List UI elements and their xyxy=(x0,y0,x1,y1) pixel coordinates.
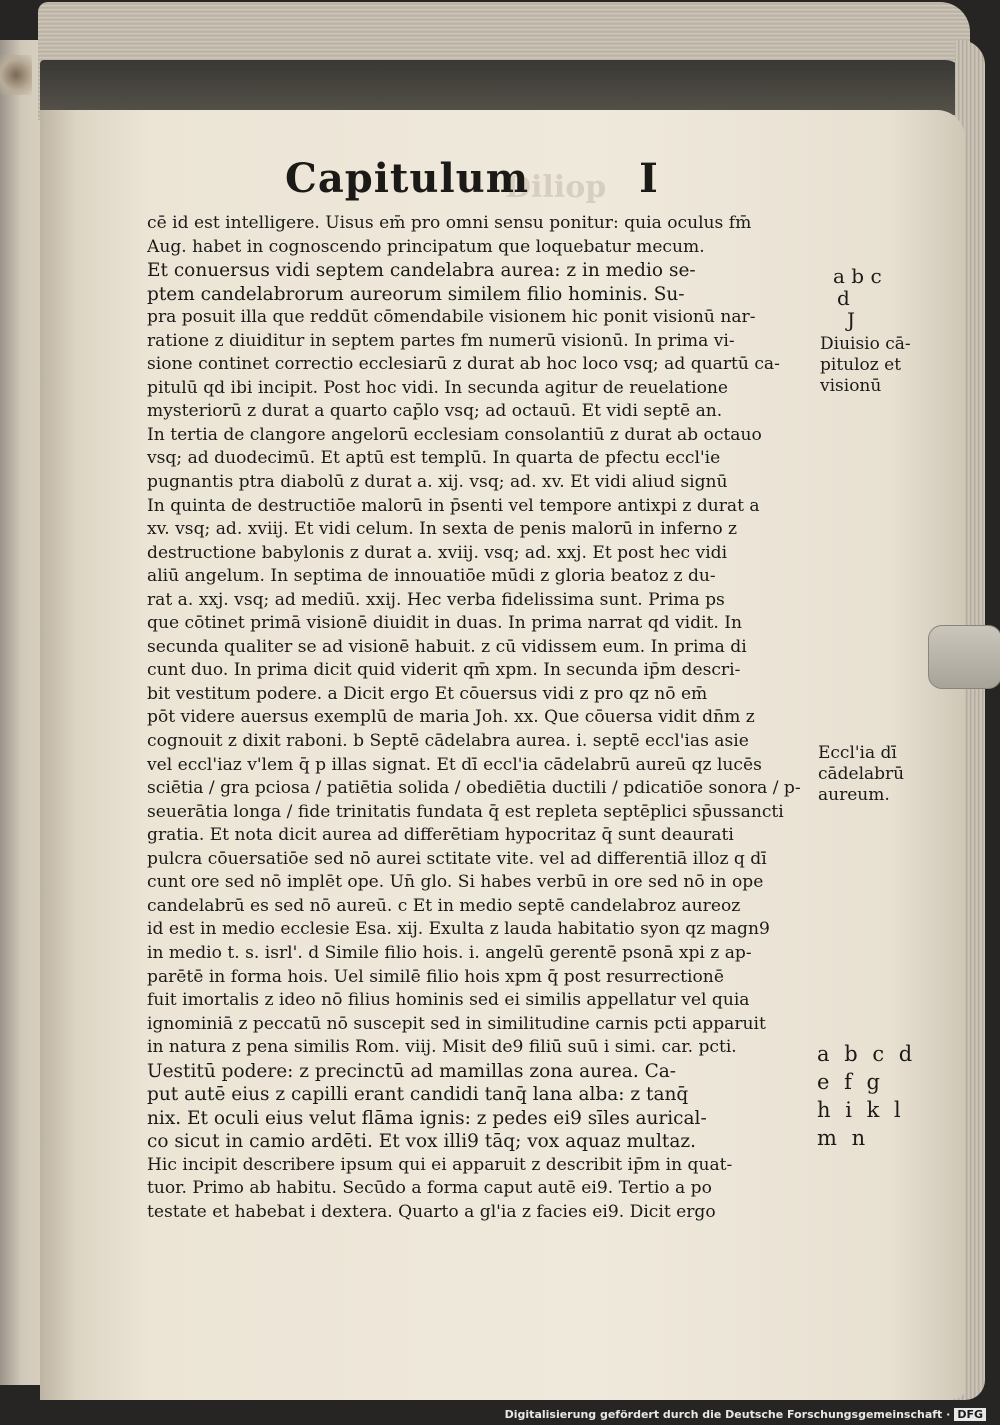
margin-note-divisio xyxy=(820,334,911,397)
margin-note-letters-abc xyxy=(833,265,882,331)
text-line: secunda qualiter se ad visionē habuit. z cū vidissem eum. In prima di xyxy=(147,636,747,657)
text-line: vel eccl'iaz v'lem q̄ p illas signat. Et dī eccl'ia cādelabrū aureū qz lucēs xyxy=(147,754,762,775)
chapter-number: I xyxy=(639,155,659,202)
text-line: que cōtinet primā visionē diuidit in duas. In prima narrat qd vidit. In xyxy=(147,613,743,634)
margin-note-line: cādelabrū xyxy=(818,764,905,784)
credit-text: Digitalisierung gefördert durch die Deutsche Forschungsgemeinschaft · xyxy=(504,1408,951,1421)
text-line: cognouit z dixit raboni. b Septē cādelabra aurea. i. septē eccl'ias asie xyxy=(147,731,749,752)
margin-note-line: visionū xyxy=(820,376,882,396)
margin-note-line: aureum. xyxy=(818,785,890,805)
chapter-heading xyxy=(285,155,659,202)
text-line: in natura z pena similis Rom. viij. Misit de9 filiū suū i simi. car. pcti. xyxy=(147,1037,737,1058)
text-line: In tertia de clangore angelorū ecclesiam consolantiū z durat ab octauo xyxy=(147,424,762,445)
text-line: pitulū qd ibi incipit. Post hoc vidi. In secunda agitur de reuelatione xyxy=(147,377,729,398)
text-line: rat a. xxj. vsq; ad mediū. xxij. Hec verba fidelissima sunt. Prima ps xyxy=(147,589,725,610)
margin-note-ecclia xyxy=(818,743,904,806)
text-line: destructione babylonis z durat a. xviij. vsq; ad. xxj. Et post hec vidi xyxy=(147,542,728,563)
chapter-title: Capitulum xyxy=(285,155,530,202)
margin-note-line: m n xyxy=(817,1126,870,1150)
margin-note-line: a b c xyxy=(833,264,882,288)
text-line: vsq; ad duodecimū. Et aptū est templū. In quarta de pfectu eccl'ie xyxy=(147,448,721,469)
show-through-text: Diliop xyxy=(505,170,607,205)
margin-note-letters-abcd xyxy=(817,1040,916,1152)
text-line: cunt duo. In prima dicit quid viderit qm̄ xpm. In secunda ip̄m descri- xyxy=(147,660,741,681)
text-line: put autē eius z capilli erant candidi tanq̄ lana alba: z tanq̄ xyxy=(147,1084,689,1106)
text-line: parētē in forma hois. Uel similē filio hois xpm q̄ post resurrectionē xyxy=(147,966,724,987)
text-line: sione continet correctio ecclesiarū z durat ab hoc loco vsq; ad quartū ca- xyxy=(147,354,780,375)
margin-note-line: h i k l xyxy=(817,1098,905,1122)
text-line: fuit imortalis z ideo nō filius hominis sed ei similis appellatur vel quia xyxy=(147,990,750,1011)
text-line: testate et habebat i dextera. Quarto a gl'ia z facies ei9. Dicit ergo xyxy=(147,1201,716,1222)
margin-note-line: Eccl'ia dī xyxy=(818,743,897,763)
text-line: pōt videre auersus exemplū de maria Joh. xx. Que cōuersa vidit dn̄m z xyxy=(147,707,755,728)
text-line: mysteriorū z durat a quarto cap̄lo vsq; ad octauū. Et vidi septē an. xyxy=(147,401,723,422)
text-line: Aug. habet in cognoscendo principatum que loquebatur mecum. xyxy=(147,236,705,257)
text-line: Et conuersus vidi septem candelabra aurea: z in medio se- xyxy=(147,260,696,282)
text-line: candelabrū es sed nō aureū. c Et in medio septē candelabroz aureoz xyxy=(147,895,741,916)
text-line: sciētia / gra pciosa / patiētia solida / obediētia ductili / pdicatiōe sonora / p- xyxy=(147,778,801,799)
text-line: Hic incipit describere ipsum qui ei apparuit z describit ip̄m in quat- xyxy=(147,1154,733,1175)
text-line: pulcra cōuersatiōe sed nō aurei sctitate vite. vel ad differentiā illoz q dī xyxy=(147,848,767,869)
text-line: In quinta de destructiōe malorū in p̄senti vel tempore antixpi z durat a xyxy=(147,495,760,516)
page-stain xyxy=(0,55,32,95)
text-line: pra posuit illa que reddūt cōmendabile visionem hic ponit visionū nar- xyxy=(147,307,756,328)
text-line: pugnantis ptra diabolū z durat a. xij. vsq; ad. xv. Et vidi aliud signū xyxy=(147,472,728,493)
page-clip xyxy=(928,625,1000,689)
text-line: xv. vsq; ad. xviij. Et vidi celum. In sexta de penis malorū in inferno z xyxy=(147,519,738,540)
margin-note-line: d xyxy=(837,286,850,310)
margin-note-line: a b c d xyxy=(817,1042,917,1066)
text-line: aliū angelum. In septima de innouatiōe mūdi z gloria beatoz z du- xyxy=(147,566,716,587)
text-line: cē id est intelligere. Uisus em̄ pro omni sensu ponitur: quia oculus fm̄ xyxy=(147,213,752,233)
margin-note-line: Diuisio cā- xyxy=(820,334,911,354)
digitization-credit xyxy=(505,1408,986,1421)
margin-note-line: J xyxy=(847,308,856,332)
book-top-shadow xyxy=(40,60,965,115)
text-line: gratia. Et nota dicit aurea ad differētiam hypocritaz q̄ sunt deaurati xyxy=(147,825,734,846)
text-line: in medio t. s. isrl'. d Simile filio hois. i. angelū gerentē psonā xpi z ap- xyxy=(147,942,752,963)
text-line: ignominiā z peccatū nō suscepit sed in similitudine carnis pcti apparuit xyxy=(147,1013,766,1034)
margin-note-line: pituloz et xyxy=(820,355,902,375)
commentary-text-block xyxy=(147,212,819,1225)
text-line: seuerātia longa / fide trinitatis fundata q̄ est repleta septēplici sp̄ussancti xyxy=(147,801,784,822)
dfg-logo: DFG xyxy=(954,1408,986,1421)
text-line: bit vestitum podere. a Dicit ergo Et cōuersus vidi z pro qz nō em̄ xyxy=(147,683,708,704)
text-line: Uestitū podere: z precinctū ad mamillas zona aurea. Ca- xyxy=(147,1060,677,1082)
text-line: nix. Et oculi eius velut flāma ignis: z pedes ei9 sīles aurical- xyxy=(147,1107,707,1129)
margin-note-line: e f g xyxy=(817,1070,884,1094)
text-line: ratione z diuiditur in septem partes fm numerū visionū. In prima vi- xyxy=(147,330,735,351)
text-line: co sicut in camio ardēti. Et vox illi9 tāq; vox aquaz multaz. xyxy=(147,1131,697,1153)
text-line: ptem candelabrorum aureorum similem filio hominis. Su- xyxy=(147,283,685,305)
text-line: id est in medio ecclesie Esa. xij. Exulta z lauda habitatio syon qz magn9 xyxy=(147,919,770,940)
text-line: tuor. Primo ab habitu. Secūdo a forma caput autē ei9. Tertio a po xyxy=(147,1178,712,1199)
text-line: cunt ore sed nō implēt ope. Un̄ glo. Si habes verbū in ore sed nō in ope xyxy=(147,872,764,893)
